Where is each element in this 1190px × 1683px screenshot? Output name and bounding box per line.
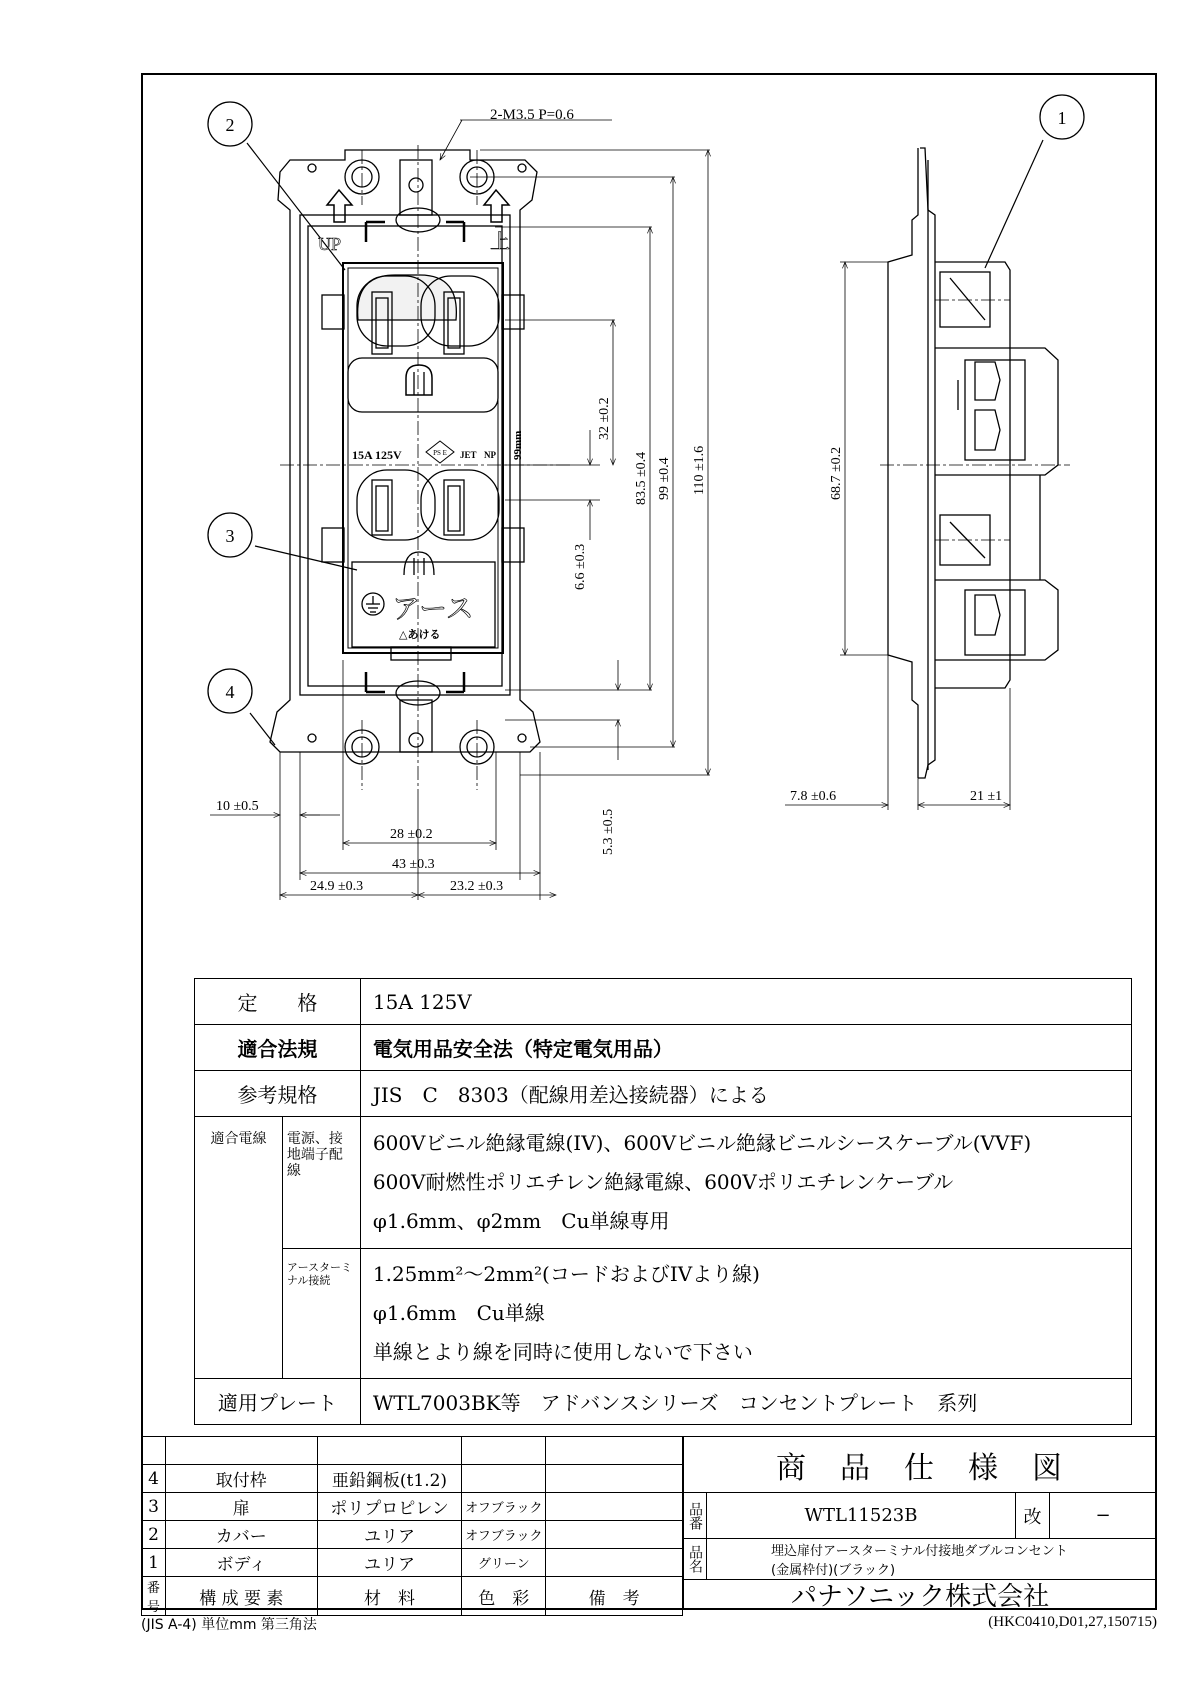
dim-24-9: 24.9 ±0.3 <box>310 879 364 894</box>
part-color <box>462 1465 546 1493</box>
up-label: UP <box>318 234 342 254</box>
power-line-2: 600V耐燃性ポリエチレン絶縁電線、600Vポリエチレンケーブル <box>372 1170 954 1194</box>
parts-header-row <box>142 1577 683 1616</box>
svg-text:1: 1 <box>1057 108 1067 128</box>
part-material: ユリア <box>317 1549 462 1577</box>
parts-row <box>142 1549 683 1577</box>
spec-row-law <box>195 1025 1132 1071</box>
balloon-3 <box>208 513 252 557</box>
rating-mark: 15A 125V <box>352 448 402 462</box>
part-color: オフブラック <box>462 1521 546 1549</box>
part-no: 1 <box>142 1549 166 1577</box>
earth-line-1: 1.25mm²〜2mm²(コードおよびIVより線) <box>372 1262 760 1286</box>
spec-row-earth-terminal <box>195 1249 1132 1379</box>
header-no: 番号 <box>142 1577 166 1616</box>
svg-text:3: 3 <box>225 526 235 546</box>
side-dimension-lines <box>785 262 1010 810</box>
dim-5-3: 5.3 ±0.5 <box>601 808 616 855</box>
ue-label: 上 <box>490 231 510 253</box>
svg-text:4: 4 <box>225 682 235 702</box>
header-note: 備 考 <box>546 1577 683 1616</box>
title-block <box>683 1436 1157 1610</box>
part-note <box>546 1521 683 1549</box>
company-name: パナソニック株式会社 <box>683 1579 1157 1610</box>
parts-row <box>142 1465 683 1493</box>
rating-value: 15A 125V <box>360 979 1131 1025</box>
rev-value: − <box>1049 1492 1157 1539</box>
part-no: 3 <box>142 1493 166 1521</box>
spec-row-standard <box>195 1071 1132 1117</box>
rating-label: 定 格 <box>195 979 361 1025</box>
open-label: △あける <box>399 629 441 641</box>
power-line-3: φ1.6mm、φ2mm Cu単線専用 <box>372 1209 670 1233</box>
dim-110: 110 ±1.6 <box>692 445 707 495</box>
header-material: 材 料 <box>317 1577 462 1616</box>
spec-table <box>194 978 1132 1425</box>
spec-row-plate <box>195 1379 1132 1425</box>
pse-mark: PS E <box>433 449 447 457</box>
part-name: ボディ <box>165 1549 317 1577</box>
dim-21: 21 ±1 <box>970 789 1003 804</box>
hinban-label: 品番 <box>683 1492 707 1539</box>
earth-terminal-label: アースターミナル接続 <box>282 1249 360 1379</box>
dim-32: 32 ±0.2 <box>597 397 612 440</box>
wire-label: 適合電線 <box>195 1117 283 1379</box>
part-name: 取付枠 <box>165 1465 317 1493</box>
hinmei-cell <box>706 1538 1157 1580</box>
dim-28: 28 ±0.2 <box>390 827 433 842</box>
header-part: 構 成 要 素 <box>165 1577 317 1616</box>
part-color: オフブラック <box>462 1493 546 1521</box>
part-note <box>546 1493 683 1521</box>
dim-99: 99 ±0.4 <box>657 457 672 500</box>
doc-title: 商 品 仕 様 図 <box>683 1436 1157 1493</box>
part-note <box>546 1465 683 1493</box>
power-line-1: 600Vビニル絶縁電線(IV)、600Vビニル絶縁ビニルシースケーブル(VVF) <box>372 1131 1032 1155</box>
spec-row-power-wire <box>195 1117 1132 1249</box>
plate-value: WTL7003BK等 アドバンスシリーズ コンセントプレート 系列 <box>360 1379 1131 1425</box>
dim-23-2: 23.2 ±0.3 <box>450 879 504 894</box>
svg-text:2: 2 <box>225 115 235 135</box>
part-name: 扉 <box>165 1493 317 1521</box>
dimension-lines <box>210 120 708 895</box>
footer-left: (JIS A-4) 単位mm 第三角法 <box>141 1617 317 1633</box>
dim-7-8: 7.8 ±0.6 <box>790 789 837 804</box>
dim-43: 43 ±0.3 <box>392 857 435 872</box>
hinmei-line-1: 埋込扉付アースターミナル付接地ダブルコンセント <box>771 1544 1068 1559</box>
parts-row-blank <box>142 1437 683 1465</box>
np-mark: NP <box>484 450 496 460</box>
header-color: 色 彩 <box>462 1577 546 1616</box>
law-label: 適合法規 <box>195 1025 361 1071</box>
std-label: 参考規格 <box>195 1071 361 1117</box>
parts-table <box>141 1436 683 1616</box>
std-value: JIS C 8303（配線用差込接続器）による <box>360 1071 1131 1117</box>
law-value: 電気用品安全法（特定電気用品） <box>360 1025 1131 1071</box>
parts-row <box>142 1493 683 1521</box>
balloon-4 <box>208 669 252 713</box>
part-name: カバー <box>165 1521 317 1549</box>
screw-note: 2-M3.5 P=0.6 <box>490 107 574 123</box>
jet-mark: JET <box>460 450 477 460</box>
hinmei-line-2: (金属枠付)(ブラック) <box>771 1563 896 1578</box>
dim-68-7: 68.7 ±0.2 <box>829 446 844 500</box>
side-view <box>888 148 1058 778</box>
earth-line-3: 単線とより線を同時に使用しないで下さい <box>372 1340 753 1364</box>
earth-label: アース <box>392 594 474 625</box>
spec-row-rating <box>195 979 1132 1025</box>
part-note <box>546 1549 683 1577</box>
plate-label: 適用プレート <box>195 1379 361 1425</box>
dim-83-5: 83.5 ±0.4 <box>634 451 649 505</box>
part-material: ユリア <box>317 1521 462 1549</box>
part-material: 亜鉛鋼板(t1.2) <box>317 1465 462 1493</box>
parts-row <box>142 1521 683 1549</box>
rev-label: 改 <box>1015 1492 1050 1539</box>
hinban-value: WTL11523B <box>706 1492 1016 1539</box>
part-no: 2 <box>142 1521 166 1549</box>
balloon-2 <box>208 102 252 146</box>
part-color: グリーン <box>462 1549 546 1577</box>
hinmei-label: 品名 <box>683 1538 707 1580</box>
footer-right: (HKC0410,D01,27,150715) <box>988 1614 1157 1630</box>
power-label: 電源、接地端子配線 <box>282 1117 360 1249</box>
part-no: 4 <box>142 1465 166 1493</box>
dim-10: 10 ±0.5 <box>216 799 259 814</box>
balloon-1 <box>1040 95 1084 139</box>
strip-gauge-label: 99mm <box>512 430 524 460</box>
part-material: ポリプロピレン <box>317 1493 462 1521</box>
dim-6-6: 6.6 ±0.3 <box>573 543 588 590</box>
earth-line-2: φ1.6mm Cu単線 <box>372 1301 545 1325</box>
